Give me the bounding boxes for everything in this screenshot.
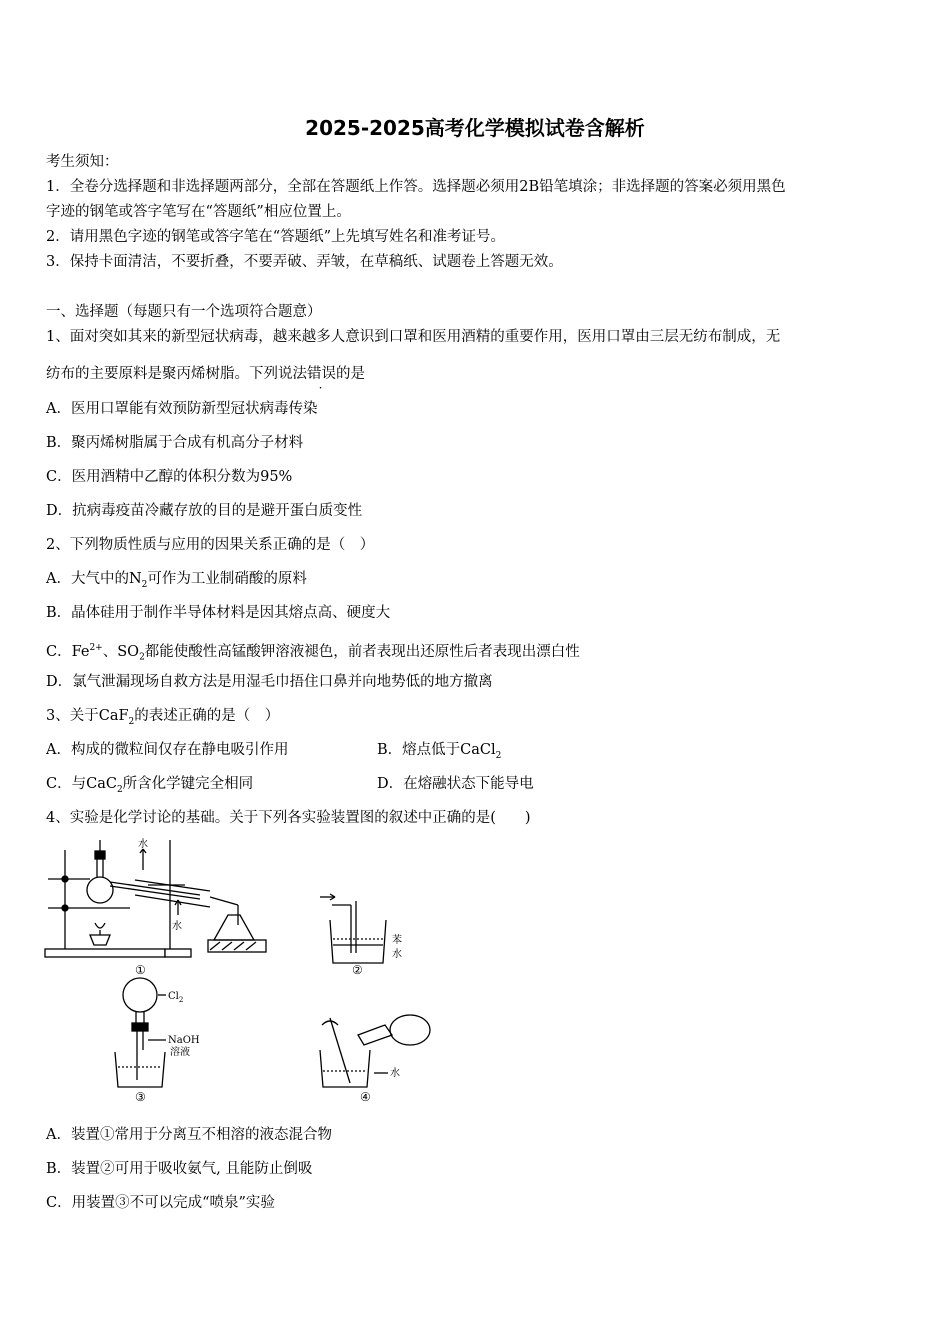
- label-n4: ④: [360, 1090, 371, 1104]
- page-title: 2025-2025高考化学模拟试卷含解析: [305, 116, 645, 140]
- q2-option-a: [46, 569, 307, 595]
- q2-c-part2: 、SO: [102, 643, 140, 660]
- q3-option-a: A．构成的微粒间仅存在静电吸引作用: [46, 742, 289, 758]
- label-n2: ②: [352, 963, 363, 977]
- apparatus-1-distillation: [45, 840, 266, 957]
- q4-stem: 4、实验是化学讨论的基础。关于下列各实验装置图的叙述中正确的是( ): [46, 810, 531, 826]
- label-n1: ①: [135, 963, 146, 977]
- q3-stem-sub: 2: [128, 716, 135, 727]
- q2-option-b: B．晶体硅用于制作半导体材料是因其熔点高、硬度大: [46, 605, 391, 621]
- notice-line-4: 3．保持卡面清洁，不要折叠，不要弄破、弄皱，在草稿纸、试题卷上答题无效。: [46, 254, 563, 270]
- q3-stem-part1: 3、关于CaF: [46, 708, 129, 724]
- label-cl2: $Cl_2$: [168, 991, 184, 1004]
- q2-a-part2: 可作为工业制硝酸的原料: [147, 571, 307, 587]
- q4-option-a: A．装置①常用于分离互不相溶的液态混合物: [46, 1127, 332, 1143]
- q1-option-d: D．抗病毒疫苗冷藏存放的目的是避开蛋白质变性: [46, 503, 363, 519]
- apparatus-2-absorption: [320, 894, 386, 963]
- q3-option-b: [377, 740, 501, 766]
- q1-option-b: B．聚丙烯树脂属于合成有机高分子材料: [46, 435, 304, 451]
- notice-line-1: 1．全卷分选择题和非选择题两部分，全部在答题纸上作答。选择题必须用2B铅笔填涂；非选择题的答案必须用黑色: [46, 179, 786, 195]
- q2-c-part3: 都能使酸性高锰酸钾溶液褪色，前者表现出还原性后者表现出漂白性: [144, 643, 580, 660]
- apparatus-figure: [40, 835, 460, 1105]
- q3-b-sub: 2: [495, 750, 502, 761]
- q2-option-d: D．氯气泄漏现场自救方法是用湿毛巾捂住口鼻并向地势低的地方撤离: [46, 674, 493, 690]
- q3-option-c: [46, 774, 253, 800]
- label-water-2: 水: [392, 949, 402, 960]
- q2-a-sub: 2: [141, 579, 148, 590]
- apparatus-4-dissolve: [320, 1015, 430, 1087]
- q1-option-a: A．医用口罩能有效预防新型冠状病毒传染: [46, 401, 318, 417]
- label-water-top: 水: [138, 839, 148, 850]
- label-solution: 溶液: [170, 1047, 190, 1058]
- q3-option-d: D．在熔融状态下能导电: [377, 776, 534, 792]
- label-n3: ③: [135, 1090, 146, 1104]
- section-heading: 一、选择题（每题只有一个选项符合题意）: [46, 304, 322, 320]
- q3-c-part2: 所含化学键完全相同: [122, 776, 254, 792]
- q1-stem-text: 纺布的主要原料是聚丙烯树脂。下列说法: [46, 366, 307, 382]
- q2-c-sup: 2+: [89, 643, 103, 653]
- q3-b-text: B．熔点低于CaCl: [377, 742, 496, 758]
- label-naoh: NaOH: [168, 1035, 200, 1046]
- label-water-4: 水: [390, 1068, 400, 1079]
- q3-c-part1: C．与CaC: [46, 776, 117, 792]
- q1-stem-line-2: [46, 364, 365, 384]
- q3-stem: [46, 706, 279, 732]
- notice-line-3: 2．请用黑色字迹的钢笔或答字笔在“答题纸”上先填写姓名和准考证号。: [46, 229, 506, 245]
- q1-stem-end: 的是: [336, 366, 365, 382]
- q3-stem-part2: 的表述正确的是（ ）: [134, 708, 280, 724]
- q2-a-part1: A．大气中的N: [46, 571, 142, 587]
- q2-option-c: [46, 638, 580, 668]
- q1-emphasis: 错误: [307, 366, 336, 382]
- q1-stem-line-1: 1、面对突如其来的新型冠状病毒，越来越多人意识到口罩和医用酒精的重要作用，医用口罩由三层无纺布制成，无: [46, 329, 781, 345]
- label-water-bottom: 水: [172, 921, 182, 932]
- q4-option-c: C．用装置③不可以完成“喷泉”实验: [46, 1195, 275, 1211]
- q3-c-sub: 2: [116, 784, 123, 795]
- label-benzene: 苯: [392, 935, 402, 946]
- q2-stem: 2、下列物质性质与应用的因果关系正确的是（ ）: [46, 537, 375, 553]
- notice-heading: 考生须知：: [46, 154, 119, 170]
- q2-c-sub: 2: [139, 652, 145, 663]
- notice-line-2: 字迹的钢笔或答字笔写在“答题纸”相应位置上。: [46, 204, 351, 220]
- apparatus-3-fountain: [115, 978, 166, 1087]
- q4-option-b: B．装置②可用于吸收氨气, 且能防止倒吸: [46, 1161, 313, 1177]
- q2-c-part1: C．Fe: [46, 643, 90, 660]
- q1-option-c: C．医用酒精中乙醇的体积分数为95%: [46, 469, 293, 485]
